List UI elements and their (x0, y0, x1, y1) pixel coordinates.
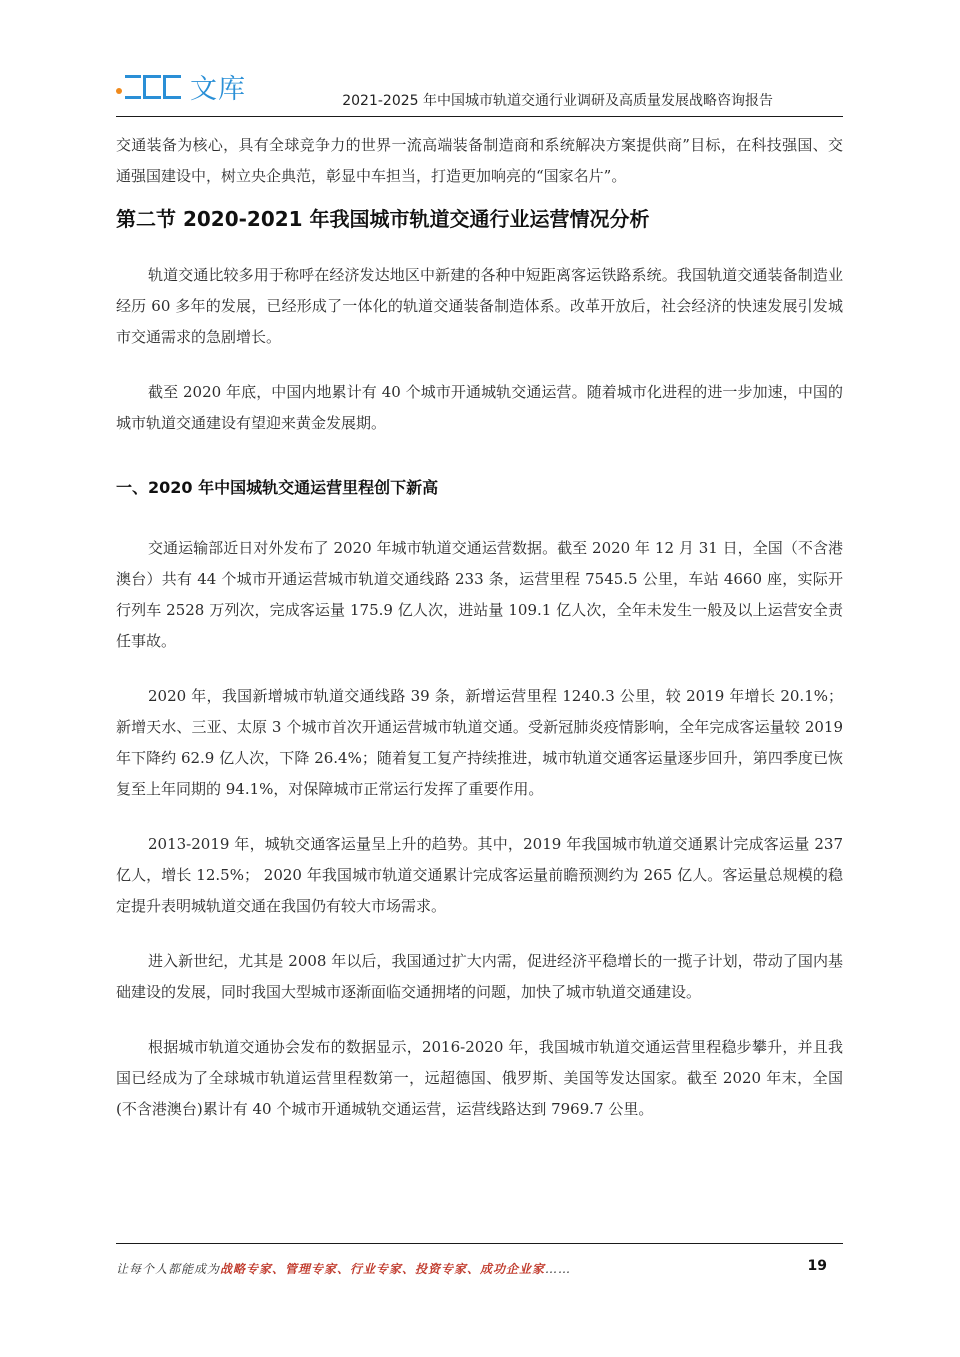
paragraph-4: 2020 年，我国新增城市轨道交通线路 39 条，新增运营里程 1240.3 公里，较 2019 年增长 20.1%；新增天水、三亚、太原 3 个城市首次开通运营城市轨道交通。受新冠肺炎疫情影响，全年完成客运量较 2019 年下降约 62.9 亿人次，下降 26.4%；随着复工复产持续推进，城市轨道交通客运量逐步回升，第四季度已恢复至上年同期的 94.1%，对保障城市正常运行发挥了重要作用。 (116, 687, 843, 798)
slogan-prefix: 让每个人都能成为 (116, 1262, 221, 1276)
page-header (116, 64, 843, 117)
intro-paragraph: 交通装备为核心，具有全球竞争力的世界一流高端装备制造商和系统解决方案提供商”目标，在科技强国、交通强国建设中，树立央企典范，彰显中车担当，打造更加响亮的“国家名片”。 (116, 136, 843, 185)
paragraph-5: 2013-2019 年，城轨交通客运量呈上升的趋势。其中，2019 年我国城市轨道交通累计完成客运量 237 亿人，增长 12.5%； 2020 年我国城市轨道交通累计完成客运量前瞻预测约为 265 亿人。客运量总规模的稳定提升表明城轨道交通在我国仍有较大市场需求。 (116, 835, 843, 915)
subsection-title: 一、2020 年中国城轨交通运营里程创下新高 (116, 478, 439, 497)
slogan-suffix: …… (545, 1262, 572, 1276)
paragraph-2: 截至 2020 年底，中国内地累计有 40 个城市开通城轨交通运营。随着城市化进程的进一步加速，中国的城市轨道交通建设有望迎来黄金发展期。 (116, 383, 843, 432)
paragraph-7: 根据城市轨道交通协会发布的数据显示，2016-2020 年，我国城市轨道交通运营里程稳步攀升，并且我国已经成为了全球城市轨道运营里程数第一，远超德国、俄罗斯、美国等发达国家。截至 2020 年末，全国(不含港澳台)累计有 40 个城市开通城轨交通运营，运营线路达到 7969.7 公里。 (116, 1038, 843, 1118)
paragraph-1: 轨道交通比较多用于称呼在经济发达地区中新建的各种中短距离客运铁路系统。我国轨道交通装备制造业经历 60 多年的发展，已经形成了一体化的轨道交通装备制造体系。改革开放后，社会经济的快速发展引发城市交通需求的急剧增长。 (116, 266, 843, 346)
page-content (116, 130, 843, 1125)
page-number: 19 (807, 1258, 827, 1274)
paragraph-6: 进入新世纪，尤其是 2008 年以后，我国通过扩大内需，促进经济平稳增长的一揽子计划，带动了国内基础建设的发展，同时我国大型城市逐渐面临交通拥堵的问题，加快了城市轨道交通建设。 (116, 952, 843, 1001)
logo (116, 68, 246, 104)
slogan-highlight: 战略专家、管理专家、行业专家、投资专家、成功企业家 (220, 1262, 546, 1276)
document-title: 2021-2025 年中国城市轨道交通行业调研及高质量发展战略咨询报告 (342, 93, 773, 109)
page-footer (116, 1243, 843, 1284)
paragraph-3: 交通运输部近日对外发布了 2020 年城市轨道交通运营数据。截至 2020 年 12 月 31 日，全国（不含港澳台）共有 44 个城市开通运营城市轨道交通线路 233 条，运营里程 7545.5 公里，车站 4660 座，实际开行列车 2528 万列次，完成客运量 175.9 亿人次，进站量 109.1 亿人次，全年未发生一般及以上运营安全责任事故。 (116, 539, 843, 650)
logo-mark-icon (116, 70, 184, 102)
logo-text: 文库 (190, 73, 246, 105)
footer-slogan (116, 1260, 571, 1277)
section-title: 第二节 2020-2021 年我国城市轨道交通行业运营情况分析 (116, 207, 650, 231)
